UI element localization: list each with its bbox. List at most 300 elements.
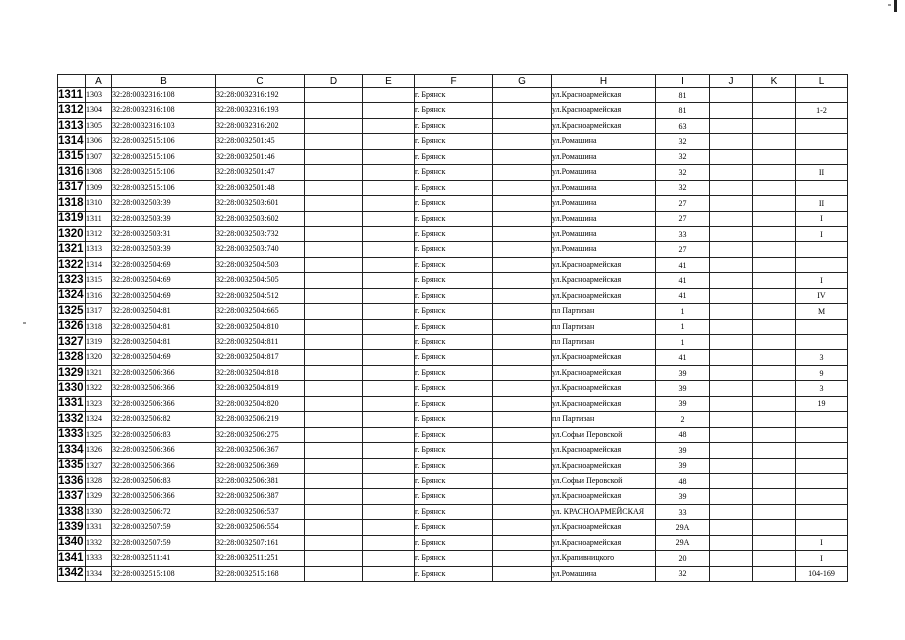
cell-i[interactable]: 32 [656, 566, 710, 581]
cell-h[interactable]: ул.Ромашина [552, 211, 656, 226]
cell-g[interactable] [493, 551, 552, 566]
cell-k[interactable] [753, 273, 796, 288]
cell-d[interactable] [305, 134, 363, 149]
cell-k[interactable] [753, 304, 796, 319]
cell-g[interactable] [493, 427, 552, 442]
cell-d[interactable] [305, 242, 363, 257]
cell-h[interactable]: ул.Ромашина [552, 180, 656, 195]
cell-d[interactable] [305, 149, 363, 164]
cell-e[interactable] [363, 273, 415, 288]
cell-a[interactable]: 1319 [86, 335, 112, 350]
cell-a[interactable]: 1304 [86, 103, 112, 118]
cell-i[interactable]: 39 [656, 365, 710, 380]
cell-k[interactable] [753, 103, 796, 118]
cell-l[interactable]: 9 [796, 365, 848, 380]
cell-i[interactable]: 81 [656, 88, 710, 103]
cell-a[interactable]: 1320 [86, 350, 112, 365]
cell-a[interactable]: 1310 [86, 196, 112, 211]
cell-f[interactable]: г. Брянск [415, 226, 493, 241]
cell-e[interactable] [363, 88, 415, 103]
cell-j[interactable] [710, 350, 753, 365]
cell-d[interactable] [305, 118, 363, 133]
cell-k[interactable] [753, 427, 796, 442]
cell-d[interactable] [305, 196, 363, 211]
cell-i[interactable]: 1 [656, 304, 710, 319]
cell-k[interactable] [753, 319, 796, 334]
cell-e[interactable] [363, 242, 415, 257]
cell-f[interactable]: г. Брянск [415, 319, 493, 334]
cell-e[interactable] [363, 165, 415, 180]
cell-k[interactable] [753, 257, 796, 272]
cell-b[interactable]: 32:28:0032316:108 [112, 88, 216, 103]
cell-d[interactable] [305, 489, 363, 504]
cell-l[interactable] [796, 458, 848, 473]
cell-g[interactable] [493, 304, 552, 319]
cell-c[interactable]: 32:28:0032316:193 [216, 103, 305, 118]
cell-f[interactable]: г. Брянск [415, 304, 493, 319]
cell-j[interactable] [710, 535, 753, 550]
row-number[interactable]: 1332 [58, 412, 86, 427]
cell-h[interactable]: ул.Софьи Перовской [552, 427, 656, 442]
cell-a[interactable]: 1330 [86, 504, 112, 519]
cell-k[interactable] [753, 165, 796, 180]
row-number[interactable]: 1322 [58, 257, 86, 272]
cell-a[interactable]: 1312 [86, 226, 112, 241]
cell-f[interactable]: г. Брянск [415, 381, 493, 396]
cell-d[interactable] [305, 520, 363, 535]
cell-l[interactable]: I [796, 551, 848, 566]
cell-c[interactable]: 32:28:0032504:817 [216, 350, 305, 365]
cell-d[interactable] [305, 566, 363, 581]
cell-k[interactable] [753, 396, 796, 411]
cell-c[interactable]: 32:28:0032506:369 [216, 458, 305, 473]
row-number[interactable]: 1338 [58, 504, 86, 519]
cell-k[interactable] [753, 365, 796, 380]
cell-g[interactable] [493, 196, 552, 211]
cell-b[interactable]: 32:28:0032515:106 [112, 134, 216, 149]
cell-d[interactable] [305, 304, 363, 319]
row-number[interactable]: 1318 [58, 196, 86, 211]
cell-d[interactable] [305, 165, 363, 180]
cell-f[interactable]: г. Брянск [415, 180, 493, 195]
column-header-c[interactable]: C [216, 75, 305, 88]
cell-h[interactable]: ул.Красноармейская [552, 273, 656, 288]
cell-f[interactable]: г. Брянск [415, 257, 493, 272]
cell-a[interactable]: 1329 [86, 489, 112, 504]
cell-k[interactable] [753, 458, 796, 473]
cell-i[interactable]: 1 [656, 319, 710, 334]
row-number[interactable]: 1341 [58, 551, 86, 566]
cell-a[interactable]: 1309 [86, 180, 112, 195]
cell-j[interactable] [710, 319, 753, 334]
cell-h[interactable]: ул.Красноармейская [552, 520, 656, 535]
cell-a[interactable]: 1322 [86, 381, 112, 396]
cell-c[interactable]: 32:28:0032504:665 [216, 304, 305, 319]
column-header-l[interactable]: L [796, 75, 848, 88]
cell-j[interactable] [710, 134, 753, 149]
row-number[interactable]: 1333 [58, 427, 86, 442]
row-number[interactable]: 1331 [58, 396, 86, 411]
cell-a[interactable]: 1325 [86, 427, 112, 442]
cell-b[interactable]: 32:28:0032506:366 [112, 396, 216, 411]
cell-h[interactable]: пл Партизан [552, 304, 656, 319]
row-number[interactable]: 1329 [58, 365, 86, 380]
cell-l[interactable] [796, 319, 848, 334]
cell-i[interactable]: 29А [656, 520, 710, 535]
cell-g[interactable] [493, 458, 552, 473]
cell-l[interactable]: 1-2 [796, 103, 848, 118]
cell-a[interactable]: 1331 [86, 520, 112, 535]
cell-c[interactable]: 32:28:0032501:46 [216, 149, 305, 164]
cell-j[interactable] [710, 165, 753, 180]
column-header-i[interactable]: I [656, 75, 710, 88]
cell-g[interactable] [493, 319, 552, 334]
cell-f[interactable]: г. Брянск [415, 396, 493, 411]
row-number[interactable]: 1328 [58, 350, 86, 365]
cell-f[interactable]: г. Брянск [415, 427, 493, 442]
cell-c[interactable]: 32:28:0032504:503 [216, 257, 305, 272]
cell-e[interactable] [363, 473, 415, 488]
cell-b[interactable]: 32:28:0032515:106 [112, 149, 216, 164]
cell-a[interactable]: 1334 [86, 566, 112, 581]
cell-c[interactable]: 32:28:0032506:537 [216, 504, 305, 519]
cell-d[interactable] [305, 319, 363, 334]
cell-i[interactable]: 39 [656, 381, 710, 396]
cell-g[interactable] [493, 443, 552, 458]
cell-d[interactable] [305, 273, 363, 288]
cell-c[interactable]: 32:28:0032503:740 [216, 242, 305, 257]
cell-k[interactable] [753, 149, 796, 164]
cell-d[interactable] [305, 458, 363, 473]
cell-l[interactable]: II [796, 165, 848, 180]
cell-k[interactable] [753, 226, 796, 241]
cell-g[interactable] [493, 412, 552, 427]
cell-i[interactable]: 41 [656, 350, 710, 365]
cell-j[interactable] [710, 381, 753, 396]
column-header-k[interactable]: K [753, 75, 796, 88]
cell-k[interactable] [753, 88, 796, 103]
cell-l[interactable]: 104-169 [796, 566, 848, 581]
cell-k[interactable] [753, 335, 796, 350]
cell-h[interactable]: ул.Красноармейская [552, 458, 656, 473]
cell-c[interactable]: 32:28:0032501:45 [216, 134, 305, 149]
cell-h[interactable]: ул.Софьи Перовской [552, 473, 656, 488]
cell-e[interactable] [363, 257, 415, 272]
cell-a[interactable]: 1324 [86, 412, 112, 427]
cell-c[interactable]: 32:28:0032504:512 [216, 288, 305, 303]
cell-f[interactable]: г. Брянск [415, 134, 493, 149]
row-number[interactable]: 1311 [58, 88, 86, 103]
cell-h[interactable]: ул.Красноармейская [552, 257, 656, 272]
cell-i[interactable]: 39 [656, 458, 710, 473]
cell-i[interactable]: 32 [656, 180, 710, 195]
cell-j[interactable] [710, 273, 753, 288]
cell-i[interactable]: 32 [656, 134, 710, 149]
cell-h[interactable]: ул.Красноармейская [552, 350, 656, 365]
row-number[interactable]: 1323 [58, 273, 86, 288]
cell-g[interactable] [493, 180, 552, 195]
cell-b[interactable]: 32:28:0032515:106 [112, 180, 216, 195]
cell-l[interactable]: 19 [796, 396, 848, 411]
cell-j[interactable] [710, 335, 753, 350]
cell-c[interactable]: 32:28:0032504:819 [216, 381, 305, 396]
cell-b[interactable]: 32:28:0032316:108 [112, 103, 216, 118]
cell-i[interactable]: 41 [656, 288, 710, 303]
cell-f[interactable]: г. Брянск [415, 196, 493, 211]
cell-j[interactable] [710, 118, 753, 133]
cell-h[interactable]: ул.Красноармейская [552, 103, 656, 118]
cell-h[interactable]: ул.Красноармейская [552, 489, 656, 504]
cell-k[interactable] [753, 242, 796, 257]
cell-j[interactable] [710, 520, 753, 535]
cell-d[interactable] [305, 551, 363, 566]
cell-j[interactable] [710, 304, 753, 319]
cell-e[interactable] [363, 226, 415, 241]
cell-f[interactable]: г. Брянск [415, 566, 493, 581]
cell-i[interactable]: 20 [656, 551, 710, 566]
cell-f[interactable]: г. Брянск [415, 551, 493, 566]
cell-c[interactable]: 32:28:0032506:381 [216, 473, 305, 488]
cell-a[interactable]: 1313 [86, 242, 112, 257]
cell-l[interactable] [796, 180, 848, 195]
cell-b[interactable]: 32:28:0032507:59 [112, 520, 216, 535]
cell-a[interactable]: 1311 [86, 211, 112, 226]
cell-g[interactable] [493, 149, 552, 164]
cell-g[interactable] [493, 396, 552, 411]
cell-f[interactable]: г. Брянск [415, 273, 493, 288]
cell-d[interactable] [305, 443, 363, 458]
cell-b[interactable]: 32:28:0032515:108 [112, 566, 216, 581]
cell-e[interactable] [363, 196, 415, 211]
cell-i[interactable]: 32 [656, 165, 710, 180]
cell-f[interactable]: г. Брянск [415, 88, 493, 103]
row-number[interactable]: 1325 [58, 304, 86, 319]
cell-e[interactable] [363, 134, 415, 149]
cell-l[interactable]: II [796, 196, 848, 211]
cell-j[interactable] [710, 226, 753, 241]
cell-i[interactable]: 1 [656, 335, 710, 350]
cell-k[interactable] [753, 118, 796, 133]
cell-j[interactable] [710, 412, 753, 427]
cell-a[interactable]: 1303 [86, 88, 112, 103]
cell-j[interactable] [710, 566, 753, 581]
cell-i[interactable]: 39 [656, 489, 710, 504]
cell-f[interactable]: г. Брянск [415, 443, 493, 458]
cell-l[interactable] [796, 489, 848, 504]
cell-b[interactable]: 32:28:0032504:81 [112, 335, 216, 350]
cell-b[interactable]: 32:28:0032504:69 [112, 273, 216, 288]
cell-d[interactable] [305, 412, 363, 427]
cell-g[interactable] [493, 211, 552, 226]
cell-j[interactable] [710, 288, 753, 303]
cell-i[interactable]: 48 [656, 473, 710, 488]
cell-g[interactable] [493, 489, 552, 504]
cell-j[interactable] [710, 443, 753, 458]
cell-a[interactable]: 1333 [86, 551, 112, 566]
cell-c[interactable]: 32:28:0032504:820 [216, 396, 305, 411]
cell-g[interactable] [493, 88, 552, 103]
cell-k[interactable] [753, 211, 796, 226]
cell-c[interactable]: 32:28:0032503:732 [216, 226, 305, 241]
cell-l[interactable]: 3 [796, 350, 848, 365]
column-header-f[interactable]: F [415, 75, 493, 88]
cell-a[interactable]: 1332 [86, 535, 112, 550]
cell-c[interactable]: 32:28:0032504:818 [216, 365, 305, 380]
cell-c[interactable]: 32:28:0032316:202 [216, 118, 305, 133]
cell-i[interactable]: 33 [656, 226, 710, 241]
row-number[interactable]: 1315 [58, 149, 86, 164]
cell-e[interactable] [363, 103, 415, 118]
cell-b[interactable]: 32:28:0032504:81 [112, 304, 216, 319]
row-number[interactable]: 1330 [58, 381, 86, 396]
cell-k[interactable] [753, 412, 796, 427]
cell-k[interactable] [753, 473, 796, 488]
cell-k[interactable] [753, 196, 796, 211]
cell-e[interactable] [363, 350, 415, 365]
row-number[interactable]: 1313 [58, 118, 86, 133]
cell-e[interactable] [363, 180, 415, 195]
row-number[interactable]: 1316 [58, 165, 86, 180]
cell-g[interactable] [493, 381, 552, 396]
cell-g[interactable] [493, 273, 552, 288]
cell-f[interactable]: г. Брянск [415, 473, 493, 488]
cell-d[interactable] [305, 381, 363, 396]
cell-l[interactable] [796, 335, 848, 350]
row-number[interactable]: 1312 [58, 103, 86, 118]
cell-c[interactable]: 32:28:0032507:161 [216, 535, 305, 550]
cell-g[interactable] [493, 365, 552, 380]
cell-l[interactable] [796, 504, 848, 519]
column-header-g[interactable]: G [493, 75, 552, 88]
cell-d[interactable] [305, 257, 363, 272]
cell-g[interactable] [493, 288, 552, 303]
cell-l[interactable]: I [796, 211, 848, 226]
cell-j[interactable] [710, 103, 753, 118]
cell-d[interactable] [305, 288, 363, 303]
cell-g[interactable] [493, 473, 552, 488]
cell-i[interactable]: 27 [656, 242, 710, 257]
cell-h[interactable]: ул.Красноармейская [552, 118, 656, 133]
cell-g[interactable] [493, 535, 552, 550]
cell-k[interactable] [753, 566, 796, 581]
cell-f[interactable]: г. Брянск [415, 365, 493, 380]
cell-d[interactable] [305, 504, 363, 519]
cell-c[interactable]: 32:28:0032515:168 [216, 566, 305, 581]
cell-b[interactable]: 32:28:0032506:72 [112, 504, 216, 519]
cell-k[interactable] [753, 489, 796, 504]
cell-e[interactable] [363, 211, 415, 226]
cell-b[interactable]: 32:28:0032503:31 [112, 226, 216, 241]
cell-g[interactable] [493, 566, 552, 581]
cell-g[interactable] [493, 520, 552, 535]
cell-g[interactable] [493, 350, 552, 365]
cell-b[interactable]: 32:28:0032515:106 [112, 165, 216, 180]
cell-j[interactable] [710, 396, 753, 411]
cell-c[interactable]: 32:28:0032504:810 [216, 319, 305, 334]
cell-i[interactable]: 33 [656, 504, 710, 519]
cell-i[interactable]: 29А [656, 535, 710, 550]
cell-b[interactable]: 32:28:0032503:39 [112, 196, 216, 211]
cell-b[interactable]: 32:28:0032503:39 [112, 211, 216, 226]
cell-l[interactable] [796, 412, 848, 427]
cell-a[interactable]: 1321 [86, 365, 112, 380]
cell-d[interactable] [305, 226, 363, 241]
cell-h[interactable]: ул.Крапивницкого [552, 551, 656, 566]
cell-f[interactable]: г. Брянск [415, 504, 493, 519]
cell-g[interactable] [493, 226, 552, 241]
column-header-b[interactable]: B [112, 75, 216, 88]
cell-i[interactable]: 48 [656, 427, 710, 442]
cell-k[interactable] [753, 504, 796, 519]
row-number[interactable]: 1326 [58, 319, 86, 334]
cell-d[interactable] [305, 180, 363, 195]
cell-e[interactable] [363, 396, 415, 411]
cell-h[interactable]: ул.Красноармейская [552, 288, 656, 303]
cell-g[interactable] [493, 335, 552, 350]
cell-e[interactable] [363, 288, 415, 303]
cell-c[interactable]: 32:28:0032503:602 [216, 211, 305, 226]
cell-c[interactable]: 32:28:0032506:387 [216, 489, 305, 504]
cell-f[interactable]: г. Брянск [415, 288, 493, 303]
row-number[interactable]: 1342 [58, 566, 86, 581]
cell-h[interactable]: ул.Ромашина [552, 134, 656, 149]
cell-h[interactable]: ул.Ромашина [552, 196, 656, 211]
row-number[interactable]: 1334 [58, 443, 86, 458]
cell-a[interactable]: 1318 [86, 319, 112, 334]
cell-j[interactable] [710, 551, 753, 566]
cell-d[interactable] [305, 211, 363, 226]
cell-b[interactable]: 32:28:0032504:69 [112, 350, 216, 365]
cell-l[interactable] [796, 118, 848, 133]
column-header-h[interactable]: H [552, 75, 656, 88]
cell-j[interactable] [710, 427, 753, 442]
cell-e[interactable] [363, 489, 415, 504]
cell-b[interactable]: 32:28:0032506:82 [112, 412, 216, 427]
cell-k[interactable] [753, 180, 796, 195]
cell-g[interactable] [493, 165, 552, 180]
row-number[interactable]: 1327 [58, 335, 86, 350]
cell-h[interactable]: пл Партизан [552, 319, 656, 334]
cell-j[interactable] [710, 257, 753, 272]
cell-d[interactable] [305, 535, 363, 550]
cell-j[interactable] [710, 458, 753, 473]
cell-j[interactable] [710, 180, 753, 195]
cell-g[interactable] [493, 504, 552, 519]
cell-l[interactable] [796, 427, 848, 442]
row-number[interactable]: 1324 [58, 288, 86, 303]
cell-d[interactable] [305, 427, 363, 442]
cell-l[interactable] [796, 134, 848, 149]
cell-c[interactable]: 32:28:0032501:48 [216, 180, 305, 195]
column-header-e[interactable]: E [363, 75, 415, 88]
cell-k[interactable] [753, 520, 796, 535]
cell-j[interactable] [710, 504, 753, 519]
cell-j[interactable] [710, 196, 753, 211]
cell-j[interactable] [710, 211, 753, 226]
cell-k[interactable] [753, 288, 796, 303]
cell-f[interactable]: г. Брянск [415, 520, 493, 535]
cell-b[interactable]: 32:28:0032506:366 [112, 443, 216, 458]
cell-e[interactable] [363, 427, 415, 442]
row-number[interactable]: 1314 [58, 134, 86, 149]
row-number[interactable]: 1317 [58, 180, 86, 195]
cell-a[interactable]: 1316 [86, 288, 112, 303]
cell-b[interactable]: 32:28:0032503:39 [112, 242, 216, 257]
cell-d[interactable] [305, 350, 363, 365]
cell-b[interactable]: 32:28:0032506:366 [112, 365, 216, 380]
cell-b[interactable]: 32:28:0032511:41 [112, 551, 216, 566]
cell-a[interactable]: 1323 [86, 396, 112, 411]
